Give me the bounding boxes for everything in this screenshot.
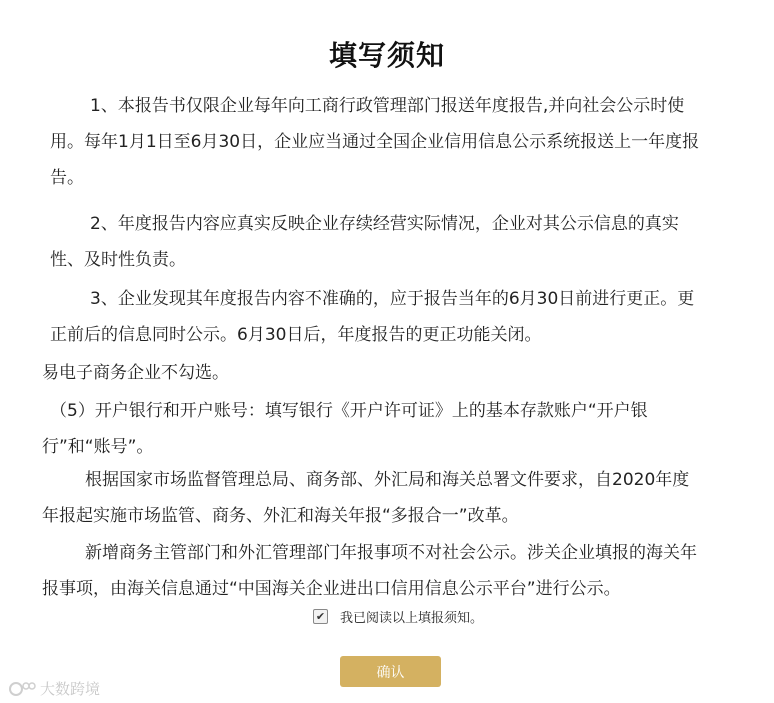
notice-line: 2、年度报告内容应真实反映企业存续经营实际情况，企业对其公示信息的真实 (90, 214, 679, 234)
notice-line: 告。 (50, 168, 84, 188)
notice-line: 1、本报告书仅限企业每年向工商行政管理部门报送年度报告,并向社会公示时使 (90, 96, 685, 116)
notice-bank-account (42, 393, 648, 465)
read-confirmation-checkbox[interactable]: ✔ (313, 609, 328, 624)
notice-line: 正前后的信息同时公示。6月30日后，年度报告的更正功能关闭。 (50, 325, 542, 345)
notice-item-2 (50, 206, 679, 278)
notice-line: 根据国家市场监督管理总局、商务部、外汇局和海关总署文件要求，自2020年度 (85, 470, 690, 490)
notice-fragment (42, 355, 229, 391)
page-title: 填写须知 (328, 39, 445, 72)
notice-line: （5）开户银行和开户账号：填写银行《开户许可证》上的基本存款账户“开户银 (50, 401, 648, 421)
confirm-button[interactable]: 确认 (340, 656, 441, 687)
notice-multi-report (42, 462, 689, 534)
notice-line: 性、及时性负责。 (50, 250, 186, 270)
watermark-logo-icon (8, 680, 36, 698)
notice-customs (42, 535, 697, 607)
notice-line: 3、企业发现其年度报告内容不准确的，应于报告当年的6月30日前进行更正。更 (90, 289, 695, 309)
watermark (8, 678, 100, 699)
notice-line: 用。每年1月1日至6月30日，企业应当通过全国企业信用信息公示系统报送上一年度报 (50, 132, 700, 152)
notice-line: 报事项，由海关信息通过“中国海关企业进出口信用信息公示平台”进行公示。 (42, 579, 621, 599)
notice-line: 年报起实施市场监管、商务、外汇和海关年报“多报合一”改革。 (42, 506, 519, 526)
notice-item-1 (50, 88, 699, 196)
read-confirmation-row[interactable] (313, 607, 483, 625)
notice-line: 易电子商务企业不勾选。 (42, 363, 229, 383)
read-confirmation-label: 我已阅读以上填报须知。 (340, 610, 484, 626)
notice-line: 新增商务主管部门和外汇管理部门年报事项不对社会公示。涉关企业填报的海关年 (85, 543, 697, 563)
notice-item-3 (50, 281, 694, 353)
notice-line: 行”和“账号”。 (42, 437, 154, 457)
watermark-text: 大数跨境 (40, 680, 101, 698)
